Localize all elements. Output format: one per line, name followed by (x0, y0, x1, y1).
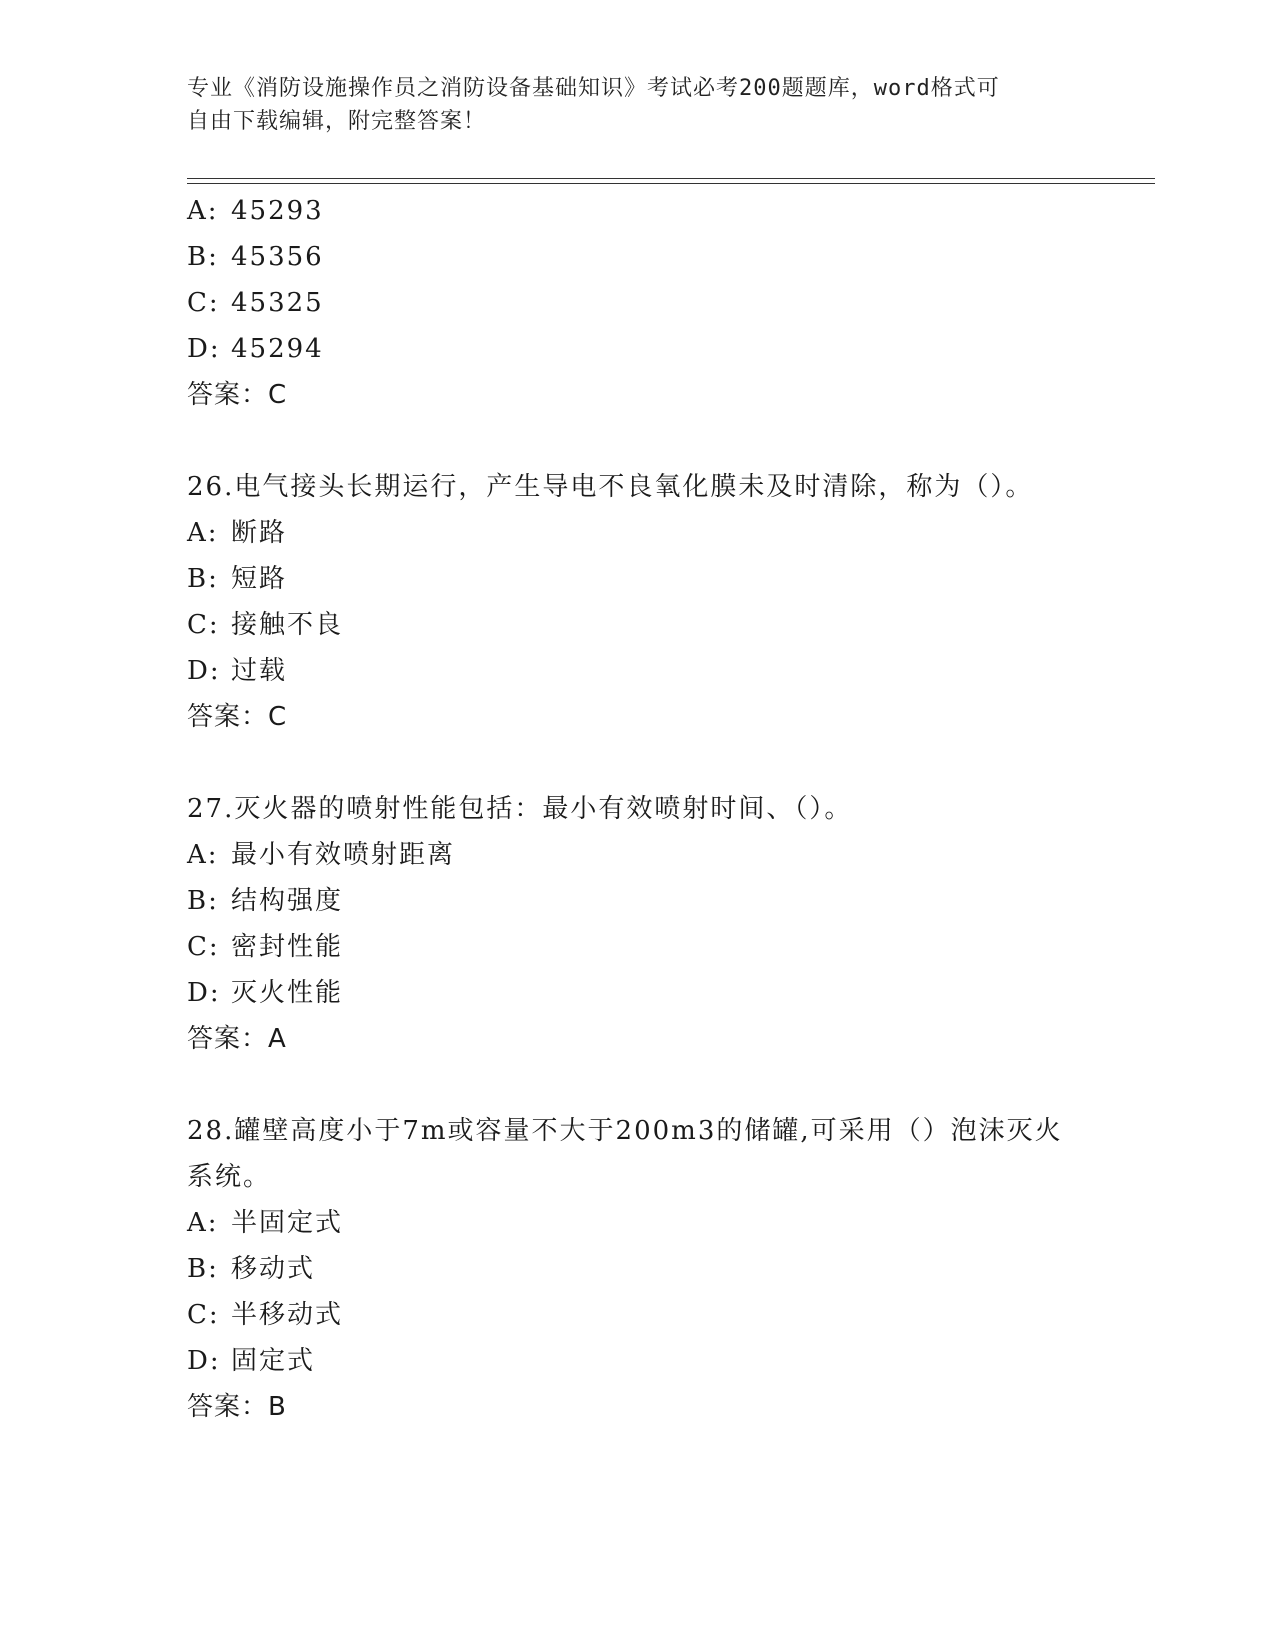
option-text: 结构强度 (231, 886, 344, 916)
option-label: D: (187, 1346, 221, 1376)
option-text: 45325 (231, 288, 324, 318)
option-text: 断路 (231, 518, 288, 548)
option-label: D: (187, 656, 221, 686)
spacer (187, 418, 1087, 464)
option-label: B: (187, 1254, 219, 1284)
option-text: 45294 (231, 334, 324, 364)
option-b (187, 1246, 1087, 1292)
option-d (187, 326, 1087, 372)
answer-line: 答案：C (187, 702, 288, 732)
option-label: B: (187, 242, 219, 272)
header-line-2: 自由下载编辑，附完整答案！ (187, 109, 487, 134)
option-text: 半固定式 (231, 1208, 344, 1238)
option-c (187, 280, 1087, 326)
option-c (187, 602, 1087, 648)
spacer (187, 740, 1087, 786)
header-divider-top (187, 178, 1155, 179)
option-text: 固定式 (231, 1346, 316, 1376)
option-d (187, 970, 1087, 1016)
option-label: C: (187, 288, 220, 318)
option-text: 接触不良 (231, 610, 344, 640)
question-block-28 (187, 1108, 1087, 1430)
option-b (187, 878, 1087, 924)
option-label: C: (187, 932, 220, 962)
option-text: 密封性能 (231, 932, 344, 962)
option-d (187, 648, 1087, 694)
option-text: 过载 (231, 656, 288, 686)
spacer (187, 1062, 1087, 1108)
header-divider-bottom (187, 183, 1155, 184)
option-a (187, 510, 1087, 556)
option-label: B: (187, 564, 219, 594)
option-text: 半移动式 (231, 1300, 344, 1330)
header-line-1: 专业《消防设施操作员之消防设备基础知识》考试必考200题题库，word格式可 (187, 76, 1000, 101)
question-stem: 26.电气接头长期运行，产生导电不良氧化膜未及时清除，称为（）。 (187, 472, 1034, 502)
question-block-27 (187, 786, 1087, 1062)
option-text: 短路 (231, 564, 288, 594)
option-label: A: (187, 518, 219, 548)
option-a (187, 832, 1087, 878)
option-c (187, 924, 1087, 970)
option-b (187, 556, 1087, 602)
question-block-26 (187, 464, 1087, 740)
option-label: B: (187, 886, 219, 916)
question-block-prev (187, 188, 1087, 418)
option-text: 最小有效喷射距离 (231, 840, 456, 870)
option-c (187, 1292, 1087, 1338)
document-header (187, 72, 1087, 138)
option-text: 移动式 (231, 1254, 316, 1284)
option-label: A: (187, 840, 219, 870)
option-label: A: (187, 196, 219, 226)
question-stem: 27.灭火器的喷射性能包括：最小有效喷射时间、（）。 (187, 794, 853, 824)
answer-line: 答案：C (187, 380, 288, 410)
option-label: D: (187, 978, 221, 1008)
option-label: C: (187, 610, 220, 640)
option-label: D: (187, 334, 221, 364)
option-b (187, 234, 1087, 280)
question-list (187, 188, 1087, 1430)
answer-line: 答案：B (187, 1392, 287, 1422)
option-a (187, 188, 1087, 234)
answer-line: 答案：A (187, 1024, 287, 1054)
option-d (187, 1338, 1087, 1384)
option-label: A: (187, 1208, 219, 1238)
option-text: 灭火性能 (231, 978, 344, 1008)
option-text: 45356 (231, 242, 324, 272)
option-text: 45293 (231, 196, 324, 226)
question-stem: 28.罐壁高度小于7m或容量不大于200m3的储罐,可采用（）泡沫灭火系统。 (187, 1116, 1063, 1192)
option-label: C: (187, 1300, 220, 1330)
option-a (187, 1200, 1087, 1246)
